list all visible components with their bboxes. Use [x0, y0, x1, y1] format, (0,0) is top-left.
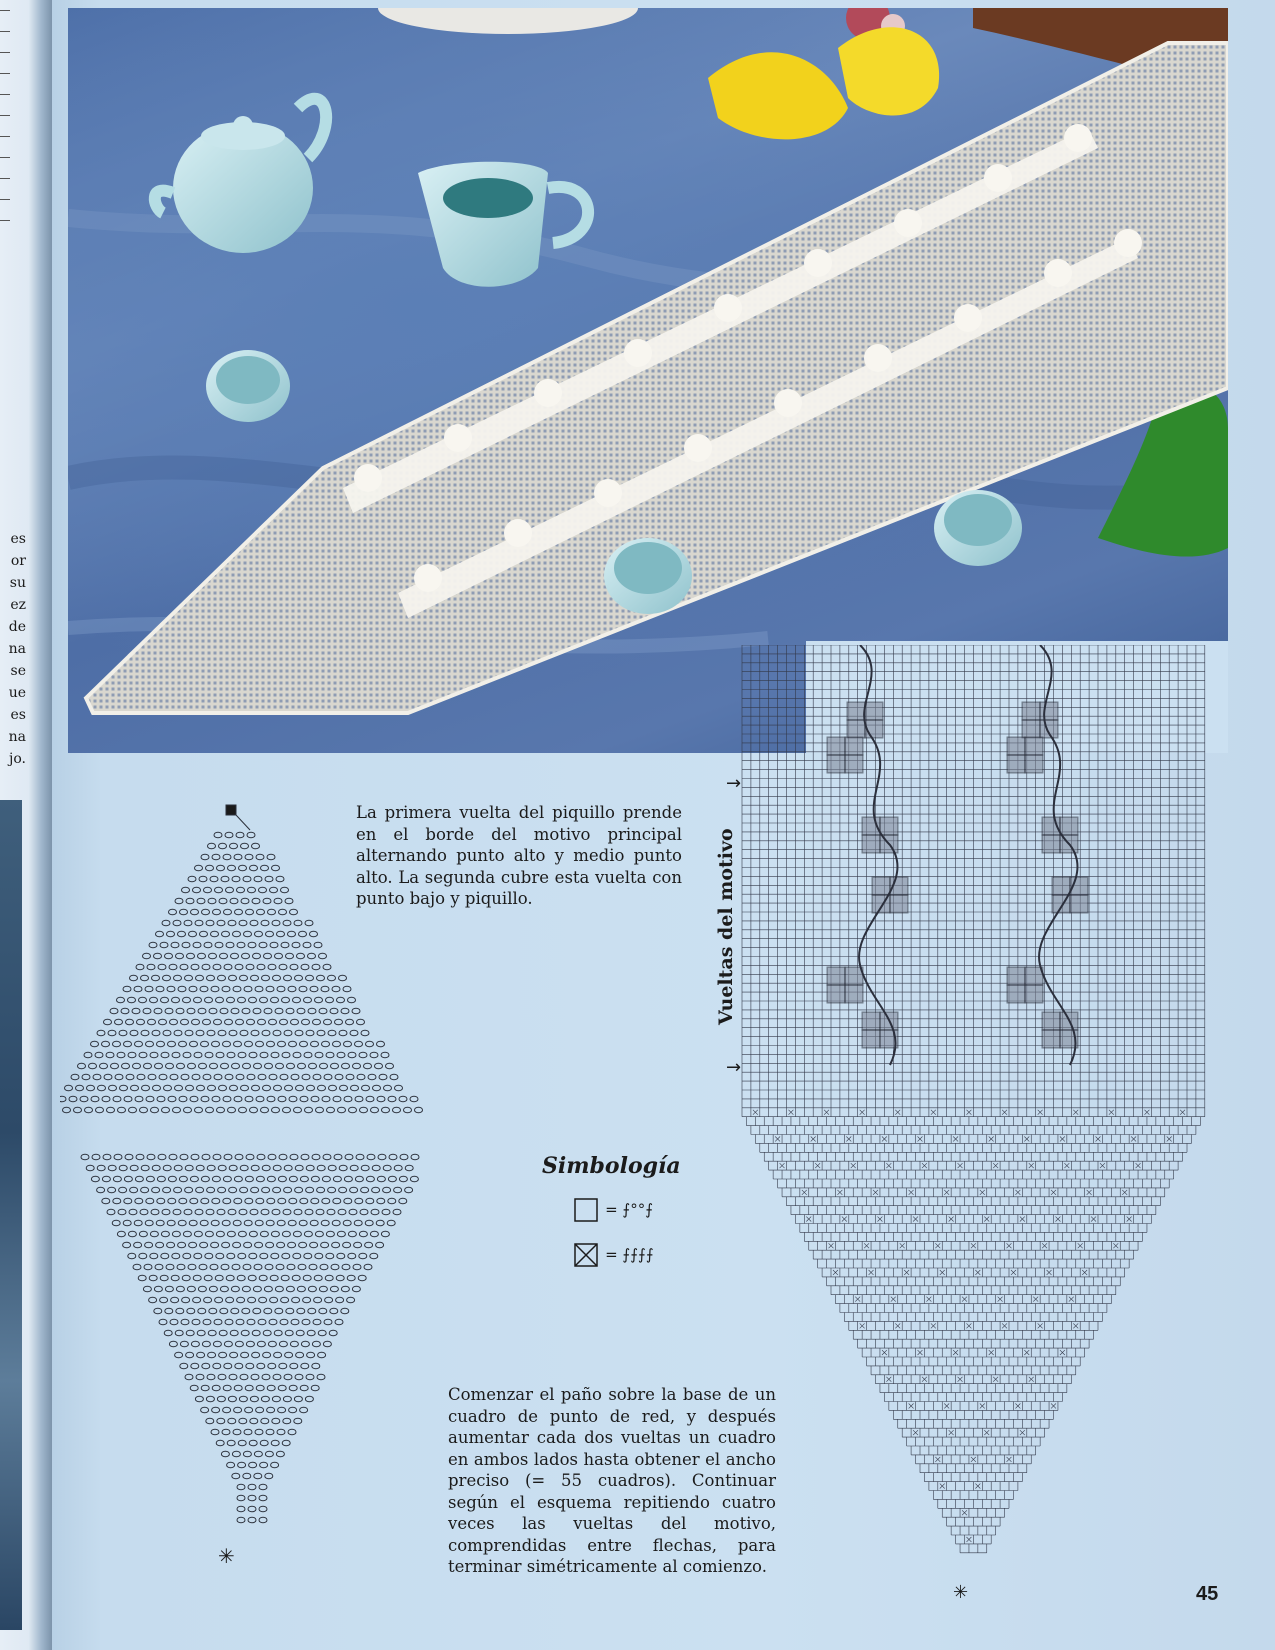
previous-page-word: es [10, 707, 26, 723]
legend-crossed-meaning: = ⨍⨍⨍⨍ [605, 1245, 654, 1264]
page-number: 45 [1196, 1583, 1219, 1605]
floral-motif [827, 645, 1088, 1065]
chart-grid [742, 645, 1205, 1553]
crochet-stitch-diagram [60, 795, 460, 1565]
chart-start-marker: ✳ [953, 1582, 969, 1603]
previous-page-word: se [10, 663, 26, 679]
diagram-start-marker: ✳ [218, 1544, 235, 1565]
previous-page-word: or [10, 553, 26, 569]
previous-page-word: jo. [9, 751, 26, 767]
table-runner-photo [68, 8, 1228, 753]
legend-empty-meaning: = ⨍°°⨍ [605, 1200, 654, 1219]
previous-page-word: na [8, 729, 26, 745]
previous-page-word: ue [8, 685, 26, 701]
empty-square-icon [574, 1198, 600, 1222]
repeat-arrow-bottom-icon: → [726, 1057, 742, 1078]
legend-item-crossed [574, 1243, 654, 1267]
start-square-icon [226, 805, 236, 815]
filet-chart [740, 645, 1236, 1605]
edging-instructions: La primera vuelta del piquillo prende en el borde del motivo principal alternando punto alto y medio punto alto. La segunda cubre esta vuelta con punto bajo y piquillo. [356, 803, 682, 908]
previous-page-photo-edge [0, 800, 22, 1630]
legend-title: Simbología [542, 1153, 681, 1179]
previous-page-word: su [9, 575, 26, 591]
legend-item-empty [574, 1198, 653, 1222]
previous-page-word: na [8, 641, 26, 657]
previous-page-gutter [0, 0, 52, 1650]
motif-rows-label: Vueltas del motivo [715, 828, 737, 1025]
previous-page-text [0, 528, 26, 770]
previous-page-word: ez [10, 597, 26, 613]
main-instructions: Comenzar el paño sobre la base de un cuadro de punto de red, y después aumentar cada dos vueltas un cuadro en ambos lados hasta obtener el ancho preciso (= 55 cuadros). Continuar según el esquema repitiendo cuatro veces las vueltas del motivo, comprendidas entre flechas, para terminar simétricamente al comienzo. [448, 1385, 776, 1576]
repeat-arrow-top-icon: → [726, 773, 742, 794]
gutter-lines [0, 10, 14, 270]
crossed-square-icon [574, 1243, 600, 1267]
previous-page-word: de [8, 619, 26, 635]
previous-page-word: es [10, 531, 26, 547]
